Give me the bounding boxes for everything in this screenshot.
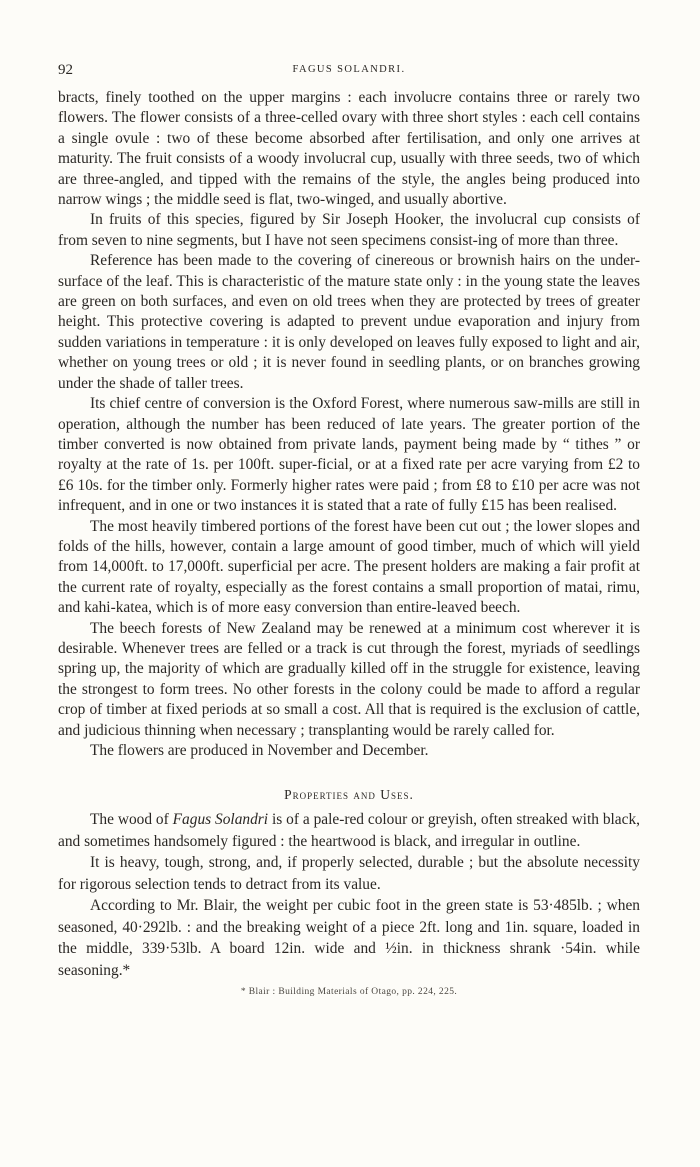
footnote: * Blair : Building Materials of Otago, pp. 224, 225. [240,987,458,998]
paragraph-renewal: The beech forests of New Zealand may be renewed at a minimum cost wherever it is desirable. Whenever trees are felled or a track is cut through the forest, myriads of seedlings spring up, the majority of which are gradually killed off in the struggle for existence, leaving the strongest to form trees. No other forests in the colony could be made to afford a regular crop of timber at fixed periods at so small a cost. All that is required is the exclusion of cattle, and judicious thinning when necessary ; transplanting would be rarely called for. [58,619,640,739]
book-page [58,62,640,997]
paragraph-conversion: Its chief centre of conversion is the Oxford Forest, where numerous saw-mills are still in operation, although the number has been reduced of late years. The greater portion of the timber converted is now obtained from private lands, payment being made by “ tithes ” or royalty at the rate of 1s. per 100ft. super-ficial, or at a fixed rate per acre varying from £2 to £6 10s. for the timber only. Formerly higher rates were paid ; from £8 to £10 per acre was not infrequent, and in one or two instances it is stated that a rate of fully £15 has been realised. [58,395,640,515]
running-title: FAGUS SOLANDRI. [292,64,406,75]
paragraph-weight: According to Mr. Blair, the weight per cubic foot in the green state is 53·485lb. ; when seasoned, 40·292lb. : and the breaking weight of a piece 2ft. long and 1in. square, loaded in the middle, 339·53lb. A board 12in. wide and ½in. in thickness shrank ·54in. while seasoning.* [58,897,640,979]
main-text [58,88,640,761]
paragraph-wood-colour [58,809,640,852]
paragraph-involucral-cup: In fruits of this species, figured by Sir Joseph Hooker, the involucral cup consists of from seven to nine segments, but I have not seen specimens consist-ing of more than three. [58,211,640,249]
paragraph-durability: It is heavy, tough, strong, and, if properly selected, durable ; but the absolute necessity for rigorous selection tends to detract from its value. [58,854,640,893]
running-head [58,62,640,88]
page-number: 92 [58,62,73,78]
paragraph-leaf-covering: Reference has been made to the covering of cinereous or brownish hairs on the under-surface of the leaf. This is characteristic of the mature state only : in the young state the leaves are green on both surfaces, and even on old trees when they are protected by trees of greater height. This protective covering is adapted to prevent undue evaporation and injury from sudden variations in temperature : it is only developed on leaves fully exposed to light and air, whether on young trees or old ; it is never found in seedling plants, or on branches growing under the shade of taller trees. [58,252,640,392]
text-run: is of a pale-red colour or greyish, often streaked with black, and sometimes handsomely figured : the heartwood is black, and irregular in outline. [58,811,641,850]
text-run: The wood of [90,811,173,829]
properties-text [58,809,640,981]
paragraph-timbered-portions: The most heavily timbered portions of the forest have been cut out ; the lower slopes and folds of the hills, however, contain a large amount of good timber, much of which will yield from 14,000ft. to 17,000ft. superficial per acre. The present holders are making a fair profit at the current rate of royalty, especially as the forest contains a small proportion of matai, rimu, and kahi-katea, which is of more easy conversion than entire-leaved beech. [58,517,640,617]
section-heading: Properties and Uses. [284,787,414,803]
paragraph-flowering: The flowers are produced in November and December. [90,742,429,759]
paragraph-continued: bracts, finely toothed on the upper margins : each involucre contains three or rarely two flowers. The flower consists of a three-celled ovary with three short styles : each cell contains a single ovule : two of these become absorbed after fertilisation, and only one arrives at maturity. The fruit consists of a woody involucral cup, usually with three seeds, two of which are three-angled, and tipped with the remains of the style, the angles being produced into narrow wings ; the middle seed is flat, two-winged, and usually abortive. [58,89,640,209]
species-name: Fagus Solandri [172,811,269,829]
